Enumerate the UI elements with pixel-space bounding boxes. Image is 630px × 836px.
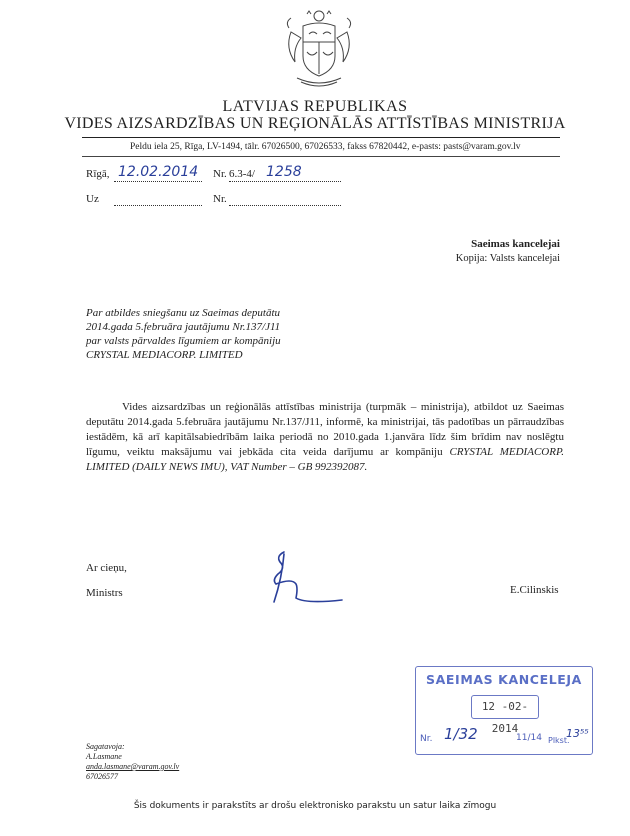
coat-of-arms-icon [283,8,355,96]
stamp-nr-handwritten: 1/32 [444,725,478,743]
recipient-main: Saeimas kancelejai [471,238,560,250]
nr2-label: Nr. [213,193,227,205]
body-paragraph [86,400,564,475]
nr-label: Nr. [213,168,227,180]
handwritten-signature-icon [262,548,344,610]
letterhead-divider [82,137,560,138]
closing-text: Ar cieņu, [86,562,127,574]
stamp-date: 12 -02- 2014 [471,695,539,719]
subject-line: Par atbildes sniegšanu uz Saeimas deputātu [86,307,281,319]
signer-role: Ministrs [86,587,123,599]
place-label: Rīgā, [86,168,110,180]
prepared-email[interactable]: anda.lasmane@varam.gov.lv [86,762,180,771]
nr-underline [229,181,341,182]
footer-note: Šis dokuments ir parakstīts ar drošu elektronisko parakstu un satur laika zīmogu [133,801,497,811]
stamp-code: 11/14 [516,733,542,743]
body-text: Vides aizsardzības un reģionālās attīstības ministrija (turpmāk – ministrija), atbildot uz Saeimas deputātu 2014.gada 5.februāra jautājumu Nr.137/J11, informē, ka ministrijai, tās padotības un pārraudzības iestādēm, kā arī kapitālsabiedrībām laika periodā no 2010.gada 1.janvāra līdz šim brīdim nav noslēgtu līgumu, veiktu maksājumu vai jebkāda cita veida darījumu ar kompāniju [86,401,564,458]
recipient-copy: Kopija: Valsts kancelejai [455,253,560,264]
prepared-label: Sagatavoja: [86,742,125,751]
recipient-block [456,237,560,266]
prepared-by-block [86,742,179,782]
subject-block [86,306,281,362]
letterhead-title-line1: LATVIJAS REPUBLIKAS [222,98,408,115]
prepared-name: A.Lasmane [86,752,122,761]
uz-underline [114,205,202,206]
uz-label: Uz [86,193,99,205]
nr-prefix: 6.3-4/ [229,168,255,180]
prepared-phone: 67026577 [86,772,118,781]
body-text-italic: CRYSTAL MEDIACORP. LIMITED (DAILY NEWS IMU), VAT Number – GB 992392087. [86,446,564,473]
letterhead-divider-2 [82,156,560,157]
subject-line: CRYSTAL MEDIACORP. LIMITED [86,349,243,361]
date-handwritten: 12.02.2014 [118,164,199,180]
stamp-nr-label: Nr. [420,734,433,744]
subject-line: 2014.gada 5.februāra jautājumu Nr.137/J11 [86,321,281,333]
nr2-underline [229,205,341,206]
nr-handwritten: 1258 [266,164,302,180]
subject-line: par valsts pārvaldes līgumiem ar kompāniju [86,335,281,347]
signer-name: E.Cilinskis [510,584,559,596]
date-underline [114,181,202,182]
stamp-title: SAEIMAS KANCELEJA [426,672,582,687]
letterhead-address: Peldu iela 25, Rīga, LV-1494, tālr. 67026500, 67026533, fakss 67820442, e-pasts: pasts@varam.gov.lv [130,142,521,152]
letterhead-title-line2: VIDES AIZSARDZĪBAS UN REĢIONĀLĀS ATTĪSTĪBAS MINISTRIJA [64,115,566,132]
stamp-plkst-handwritten: 13⁵⁵ [566,727,589,740]
registration-stamp [415,666,593,755]
stamp-plkst-label: Plkst. [548,736,570,745]
